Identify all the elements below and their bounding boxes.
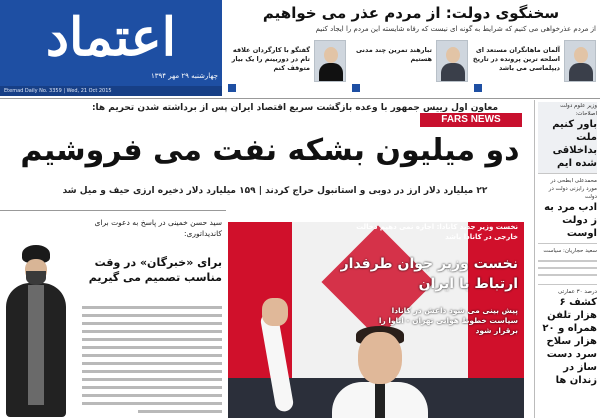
newspaper-logo: اعتماد — [45, 7, 177, 68]
left-body-text — [82, 301, 222, 413]
teaser-marker-icon — [228, 84, 236, 92]
sidebar-kicker: درصد ۳۰ عمارتی — [557, 289, 597, 295]
top-subline: از مردم عذرخواهی می کنیم که شرایط به گونه ای نیست که رفاه شایسته این مردم را ایجاد کنیم — [315, 25, 596, 33]
main-subline: ۲۲ میلیارد دلار ارز در دوبی و استانبول حراج کردند | ۱۵۹ میلیارد دلار ذخیره ارزی حیف و میل شد — [62, 186, 488, 196]
issue-date: چهارشنبه ۲۹ مهر ۱۳۹۴ — [150, 72, 218, 80]
sidebar-headline: کشف ۶ هزار تلفن همراه و ۲۰ هزار سلاح سرد دست ساز در زندان ها — [542, 297, 597, 386]
left-story — [0, 210, 226, 418]
teaser-item — [350, 40, 470, 94]
masthead — [0, 0, 222, 96]
photo-kicker: نخست وزیر جدید کانادا: اجازه نمی دهیم دخالت خارجی در کانادا باشد — [356, 223, 518, 241]
teaser-text: گفتگو با کارگردان علاقه تام در دوربینم را یک بیار متوقف کنم — [231, 46, 310, 72]
sidebar-headline: باور کنیم ملت بداخلاقی شده ایم — [552, 119, 597, 169]
sidebar-story — [538, 247, 597, 285]
sidebar-story — [538, 177, 597, 244]
sidebar-story — [538, 288, 597, 390]
teaser-item — [226, 40, 348, 94]
teaser-text: آلمان ماهانگران مستعد ای اسلحه ترین پرونده در تاریخ دیپلماسی می باشد — [472, 46, 560, 72]
portrait-thumbnail — [314, 40, 346, 82]
sidebar-headline: ادب مرد به ز دولت اوست — [544, 202, 597, 239]
sidebar-kicker: سعید حجاریان: سیاست — [543, 248, 597, 254]
main-headline: دو میلیون بشکه نفت می فروشیم — [20, 133, 520, 168]
teaser-text: تبارهند تمرین چند مدنی هستیم — [355, 46, 432, 63]
teaser-marker-icon — [474, 84, 482, 92]
left-headline: برای «خبرگان» در وقت مناسب تصمیم می گیریم — [88, 256, 222, 284]
photo-headline: نخست وزیر جوان طرفدار ارتباط با ایران — [340, 256, 518, 292]
portrait-thumbnail — [436, 40, 468, 82]
sidebar-kicker: محمدعلی ابطحی در مورد رایزنی دولت در دولت — [548, 178, 597, 200]
issue-strip: Etemad Daily No. 3359 | Wed, 21 Oct 2015 — [0, 86, 222, 96]
left-kicker: سید حسن خمینی در پاسخ به دعوت برای کاندیداتوری: — [94, 218, 222, 238]
main-kicker: معاون اول رییس جمهور با وعده بازگشت سریع اقتصاد ایران پس از برداشته شدن تحریم ها: — [91, 103, 499, 113]
teaser-item — [472, 40, 598, 94]
sidebar-column — [534, 100, 600, 418]
teaser-row — [226, 40, 598, 94]
sidebar-text-block — [538, 255, 597, 281]
teaser-marker-icon — [352, 84, 360, 92]
sidebar-story — [538, 102, 597, 174]
photo-subline: پیش بینی می شود داعش در کانادا سیاست خطوط هوایی تهران - اتاوا را برقرار شود — [378, 306, 518, 335]
portrait-thumbnail — [564, 40, 596, 82]
top-headline: سخنگوی دولت: از مردم عذر می خواهیم — [262, 4, 560, 22]
sidebar-kicker: وزیر علوم دولت اصلاحات: — [560, 103, 597, 117]
divider — [0, 98, 600, 99]
cleric-photo — [4, 239, 68, 417]
news-agency-logo: FARS NEWS — [420, 113, 522, 127]
